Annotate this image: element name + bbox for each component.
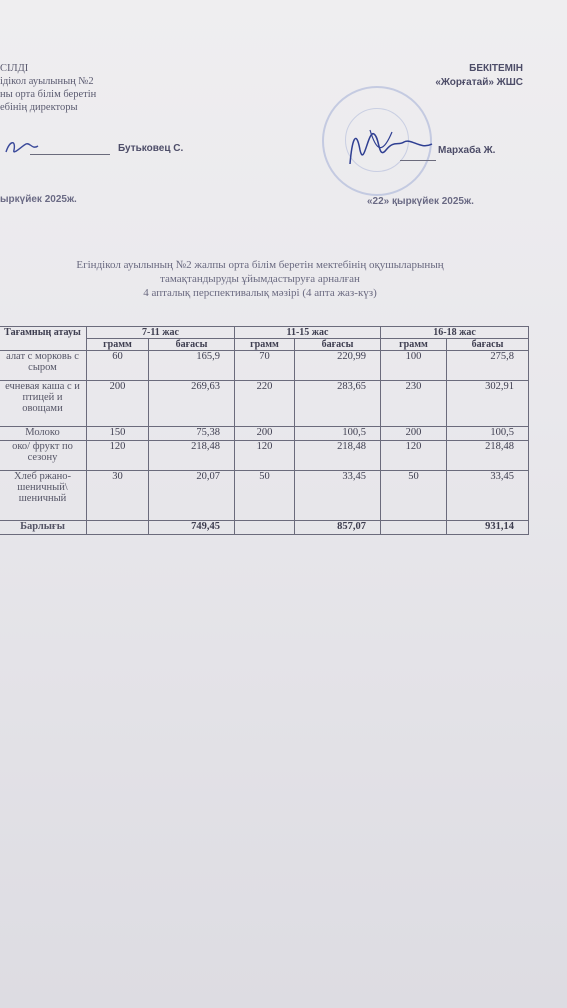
right-signature-line — [400, 160, 436, 161]
row-price-3: 33,45 — [447, 471, 529, 521]
row-gram-3: 100 — [381, 351, 447, 381]
right-heading: БЕКІТЕМІН — [469, 63, 523, 74]
total-label: Барлығы — [0, 521, 87, 535]
row-gram-3: 200 — [381, 427, 447, 441]
right-approval-block — [333, 62, 523, 90]
col-name-header: Тағамның атауы — [0, 327, 87, 351]
row-name: ечневая каша с и птицей и овощами — [0, 381, 87, 427]
total-empty-1 — [87, 521, 149, 535]
left-signer-name: Бутьковец С. — [118, 143, 184, 154]
title-line-3: 4 апталық перспективалық мәзірі (4 апта жаз-күз) — [143, 287, 377, 299]
right-date: «22» қыркүйек 2025ж. — [367, 196, 474, 207]
row-name: Хлеб ржано-шеничный\ шеничный — [0, 471, 87, 521]
sub-price-2: бағасы — [295, 339, 381, 351]
row-gram-1: 60 — [87, 351, 149, 381]
total-empty-2 — [235, 521, 295, 535]
row-price-1: 20,07 — [149, 471, 235, 521]
left-signature-icon — [2, 136, 42, 160]
row-gram-2: 220 — [235, 381, 295, 427]
row-price-3: 218,48 — [447, 441, 529, 471]
menu-table — [0, 326, 529, 535]
total-price-3: 931,14 — [447, 521, 529, 535]
right-signer-name: Мархаба Ж. — [438, 145, 496, 156]
row-gram-3: 120 — [381, 441, 447, 471]
left-approval-block — [0, 62, 170, 114]
left-line-4: ебінің директоры — [0, 102, 78, 113]
row-price-1: 218,48 — [149, 441, 235, 471]
sub-price-1: бағасы — [149, 339, 235, 351]
sub-gram-1: грамм — [87, 339, 149, 351]
row-price-2: 33,45 — [295, 471, 381, 521]
left-date: ыркүйек 2025ж. — [0, 194, 77, 205]
total-price-2: 857,07 — [295, 521, 381, 535]
row-name: око/ фрукт по сезону — [0, 441, 87, 471]
group-header-1: 7-11 жас — [87, 327, 235, 339]
table-row — [0, 381, 529, 427]
row-name: Молоко — [0, 427, 87, 441]
sub-gram-3: грамм — [381, 339, 447, 351]
table-row — [0, 471, 529, 521]
row-price-1: 269,63 — [149, 381, 235, 427]
table-row — [0, 427, 529, 441]
table-row — [0, 441, 529, 471]
row-price-2: 220,99 — [295, 351, 381, 381]
row-gram-3: 230 — [381, 381, 447, 427]
total-row — [0, 521, 529, 535]
row-gram-2: 200 — [235, 427, 295, 441]
table-header-row — [0, 327, 529, 339]
row-gram-1: 30 — [87, 471, 149, 521]
left-signature-line — [30, 154, 110, 155]
title-line-1: Егіндікол ауылының №2 жалпы орта білім беретін мектебінің оқушыларының — [76, 259, 444, 271]
row-price-3: 302,91 — [447, 381, 529, 427]
row-gram-3: 50 — [381, 471, 447, 521]
sub-gram-2: грамм — [235, 339, 295, 351]
row-gram-1: 200 — [87, 381, 149, 427]
row-price-3: 100,5 — [447, 427, 529, 441]
group-header-2: 11-15 жас — [235, 327, 381, 339]
sub-price-3: бағасы — [447, 339, 529, 351]
title-line-2: тамақтандыруды ұйымдастыруға арналған — [160, 273, 360, 285]
total-empty-3 — [381, 521, 447, 535]
right-org: «Жорғатай» ЖШС — [435, 77, 523, 88]
row-gram-2: 50 — [235, 471, 295, 521]
row-price-2: 218,48 — [295, 441, 381, 471]
row-gram-1: 120 — [87, 441, 149, 471]
right-signature-icon — [340, 120, 440, 176]
row-gram-2: 70 — [235, 351, 295, 381]
row-price-1: 75,38 — [149, 427, 235, 441]
total-price-1: 749,45 — [149, 521, 235, 535]
row-name: алат с морковь с сыром — [0, 351, 87, 381]
row-price-3: 275,8 — [447, 351, 529, 381]
group-header-3: 16-18 жас — [381, 327, 529, 339]
left-line-1: СІЛДІ — [0, 63, 29, 74]
row-price-1: 165,9 — [149, 351, 235, 381]
table-row — [0, 351, 529, 381]
left-line-3: ны орта білім беретін — [0, 89, 97, 100]
row-price-2: 100,5 — [295, 427, 381, 441]
row-gram-2: 120 — [235, 441, 295, 471]
row-price-2: 283,65 — [295, 381, 381, 427]
left-line-2: ідікол ауылының №2 — [0, 76, 94, 87]
row-gram-1: 150 — [87, 427, 149, 441]
document-title — [0, 258, 520, 300]
